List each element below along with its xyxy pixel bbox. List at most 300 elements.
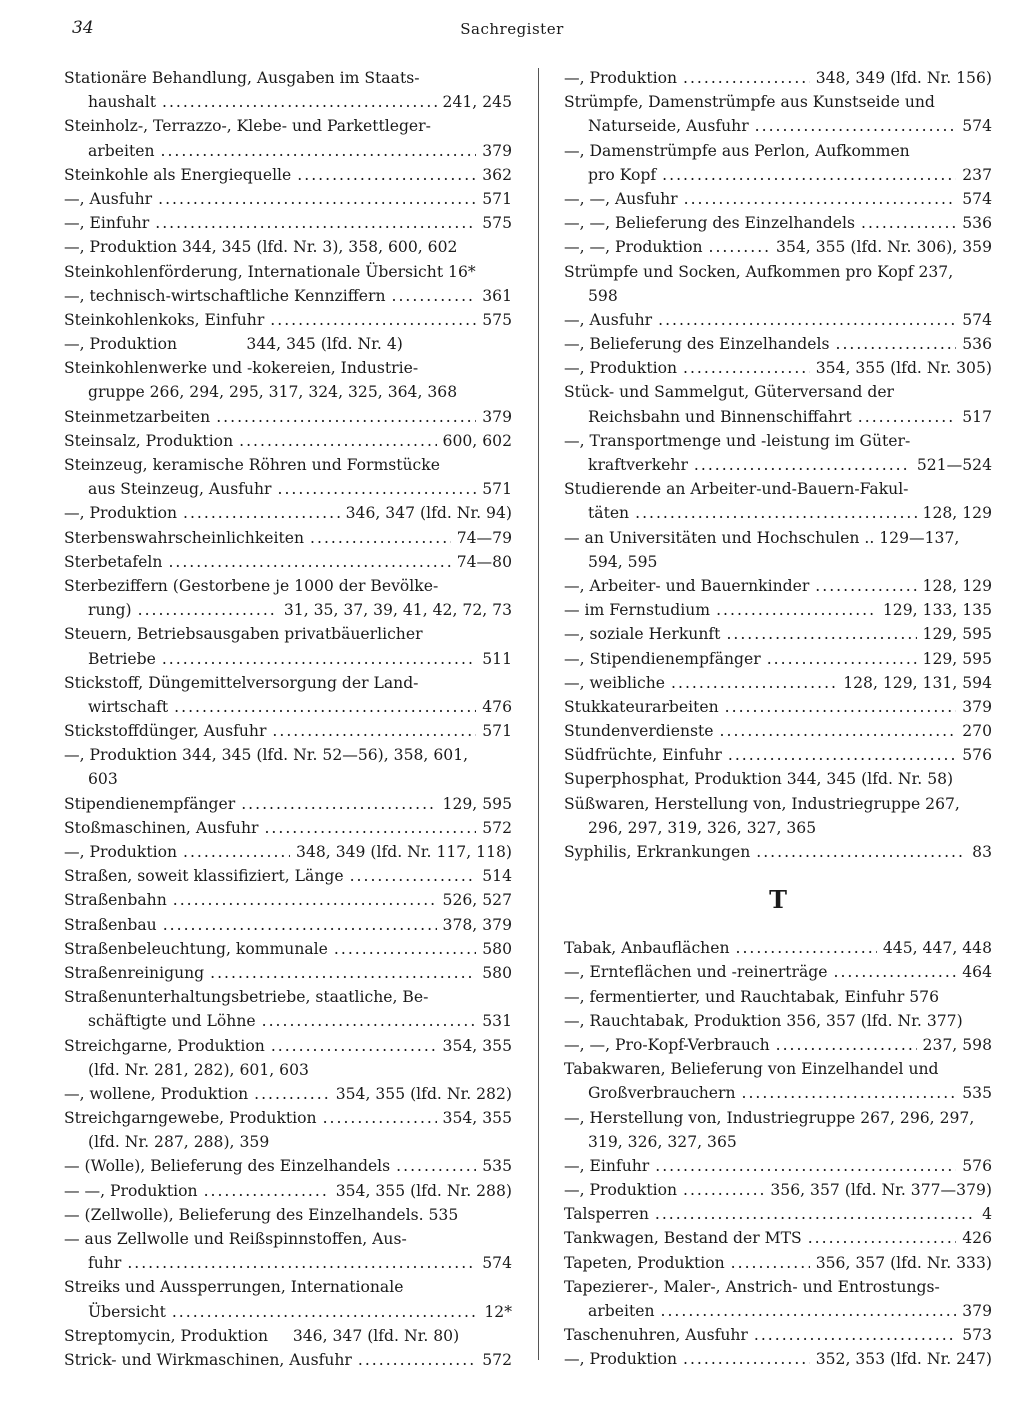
index-entry	[64, 888, 512, 912]
index-entry	[564, 66, 992, 90]
entry-page-ref: 575	[482, 310, 512, 329]
entry-page-ref: 354, 355 (lfd. Nr. 288)	[335, 1181, 512, 1200]
dot-leader	[808, 1226, 957, 1250]
dot-leader	[683, 66, 810, 90]
index-entry	[564, 743, 992, 767]
entry-term: —, Ernteflächen und -reinerträge	[564, 963, 828, 982]
entry-term: fuhr	[88, 1254, 122, 1273]
entry-page-ref: 354, 355	[442, 1036, 512, 1055]
index-entry	[564, 187, 992, 211]
dot-leader	[694, 453, 911, 477]
index-entry	[564, 405, 992, 429]
entry-page-ref: 74—80	[456, 552, 512, 571]
entry-term: schäftigte und Löhne	[88, 1012, 256, 1031]
entry-term: aus Steinzeug, Ausfuhr	[88, 480, 272, 499]
entry-term: —, technisch-wirtschaftliche Kennziffern	[64, 286, 386, 305]
entry-page-ref: 237	[962, 165, 992, 184]
index-entry-text: —, Herstellung von, Industriegruppe 267, 296, 297,	[564, 1108, 975, 1127]
entry-term: Stukkateurarbeiten	[564, 697, 719, 716]
entry-term: Naturseide, Ausfuhr	[588, 117, 749, 136]
dot-leader	[239, 429, 436, 453]
index-entry-text: Steinkohlenwerke und -kokereien, Industrie-	[64, 359, 419, 378]
index-entry	[564, 1178, 992, 1202]
index-entry	[64, 405, 512, 429]
entry-page-ref: 129, 595	[442, 794, 512, 813]
entry-term: —, Ausfuhr	[64, 189, 153, 208]
entry-term: —, Einfuhr	[564, 1156, 650, 1175]
entry-term: täten	[588, 504, 630, 523]
dot-leader	[168, 550, 450, 574]
entry-page-ref: 574	[962, 117, 992, 136]
index-entry	[564, 1226, 992, 1250]
index-entry	[564, 308, 992, 332]
dot-leader	[658, 308, 956, 332]
entry-term: rung)	[88, 601, 132, 620]
index-entry-text: Studierende an Arbeiter-und-Bauern-Fakul-	[564, 480, 909, 499]
index-entry	[64, 1348, 512, 1372]
entry-term: —, soziale Herkunft	[564, 625, 721, 644]
index-entry	[564, 1154, 992, 1178]
index-entry	[564, 840, 992, 864]
index-entry-text: —, Rauchtabak, Produktion 356, 357 (lfd. Nr. 377)	[564, 1011, 963, 1030]
entry-page-ref: 237, 598	[922, 1035, 992, 1054]
dot-leader	[683, 1178, 764, 1202]
entry-term: —, Produktion	[564, 359, 678, 378]
entry-term: Straßenbeleuchtung, kommunale	[64, 939, 328, 958]
index-entry	[564, 1299, 992, 1323]
index-entry-text: Tapezierer-, Maler-, Anstrich- und Entrostungs-	[564, 1277, 940, 1296]
index-entry	[64, 937, 512, 961]
dot-leader	[350, 864, 477, 888]
index-entry	[64, 961, 512, 985]
entry-page-ref: 129, 595	[922, 625, 992, 644]
index-entry-text: Straßenunterhaltungsbetriebe, staatliche, Be-	[64, 988, 429, 1007]
entry-page-ref: 576	[962, 746, 992, 765]
entry-term: —, Produktion	[64, 504, 178, 523]
entry-page-ref: 572	[482, 818, 512, 837]
entry-page-ref: 241, 245	[442, 93, 512, 112]
entry-page-ref: 574	[962, 189, 992, 208]
index-entry	[564, 1081, 992, 1105]
index-entry	[564, 235, 992, 259]
entry-term: —, wollene, Produktion	[64, 1084, 249, 1103]
dot-leader	[392, 284, 477, 308]
page-number: 34	[72, 18, 94, 38]
index-entry-text: 594, 595	[588, 552, 658, 571]
entry-term: Streichgarngewebe, Produktion	[64, 1109, 317, 1128]
index-entry	[64, 1300, 512, 1324]
entry-term: —, —, Ausfuhr	[564, 189, 678, 208]
entry-page-ref: 129, 133, 135	[882, 601, 992, 620]
index-entry	[564, 719, 992, 743]
entry-page-ref: 74—79	[456, 528, 512, 547]
index-entry	[64, 647, 512, 671]
dot-leader	[173, 888, 437, 912]
entry-page-ref: 535	[962, 1084, 992, 1103]
entry-page-ref: 128, 129	[922, 504, 992, 523]
entry-term: pro Kopf	[588, 165, 657, 184]
index-entry-text: (lfd. Nr. 281, 282), 601, 603	[88, 1060, 309, 1079]
entry-page-ref: 354, 355	[442, 1109, 512, 1128]
section-letter-heading: T	[769, 885, 787, 915]
dot-leader	[754, 1323, 956, 1347]
dot-leader	[163, 913, 437, 937]
entry-page-ref: 536	[962, 335, 992, 354]
entry-term: Steinkohle als Energiequelle	[64, 165, 292, 184]
entry-term: —, Stipendienempfänger	[564, 649, 761, 668]
index-entry	[564, 960, 992, 984]
dot-leader	[358, 1348, 476, 1372]
entry-term: Sterbetafeln	[64, 552, 163, 571]
dot-leader	[310, 526, 451, 550]
running-head: Sachregister	[460, 20, 564, 38]
index-entry	[64, 308, 512, 332]
entry-page-ref: 379	[962, 697, 992, 716]
index-entry	[564, 936, 992, 960]
entry-page-ref: 445, 447, 448	[882, 939, 992, 958]
entry-page-ref: 346, 347 (lfd. Nr. 94)	[345, 504, 512, 523]
entry-term: Straßenbahn	[64, 891, 167, 910]
index-entry	[64, 284, 512, 308]
dot-leader	[272, 719, 476, 743]
index-entry	[64, 550, 512, 574]
dot-leader	[742, 1081, 957, 1105]
index-entry-text: — an Universitäten und Hochschulen .. 129—137,	[564, 528, 960, 547]
entry-term: Tabak, Anbauflächen	[564, 939, 730, 958]
entry-term: Straßenbau	[64, 915, 157, 934]
dot-leader	[127, 1251, 476, 1275]
dot-leader	[655, 1154, 956, 1178]
entry-page-ref: 521—524	[916, 456, 992, 474]
entry-page-ref: 514	[482, 867, 512, 886]
dot-leader	[655, 1202, 976, 1226]
index-entry	[64, 501, 512, 525]
entry-term: haushalt	[88, 93, 156, 112]
index-entry-text: Steuern, Betriebsausgaben privatbäuerlicher	[64, 625, 423, 644]
dot-leader	[264, 816, 476, 840]
entry-term: —, —, Belieferung des Einzelhandels	[564, 214, 855, 233]
index-entry	[564, 1251, 992, 1275]
index-entry	[64, 1106, 512, 1130]
dot-leader	[158, 187, 476, 211]
entry-term: arbeiten	[88, 141, 155, 160]
column-divider	[538, 68, 539, 1360]
index-entry-text: Steinzeug, keramische Röhren und Formstücke	[64, 456, 440, 474]
index-entry	[64, 429, 512, 453]
index-entry	[564, 163, 992, 187]
entry-term: Stipendienempfänger	[64, 794, 236, 813]
dot-leader	[138, 598, 278, 622]
entry-page-ref: 572	[482, 1350, 512, 1369]
dot-leader	[736, 936, 877, 960]
dot-leader	[334, 937, 476, 961]
entry-page-ref: 348, 349 (lfd. Nr. 156)	[815, 69, 992, 87]
index-entry-text: 296, 297, 319, 326, 327, 365	[588, 818, 817, 837]
entry-term: —, Belieferung des Einzelhandels	[564, 335, 830, 354]
entry-page-ref: 600, 602	[442, 431, 512, 450]
dot-leader	[262, 1009, 477, 1033]
entry-page-ref: 531	[482, 1012, 512, 1031]
index-entry	[64, 1009, 512, 1033]
dot-leader	[684, 187, 957, 211]
index-entry	[64, 864, 512, 888]
dot-leader	[297, 163, 476, 187]
entry-page-ref: 354, 355 (lfd. Nr. 305)	[815, 359, 992, 378]
entry-page-ref: 575	[482, 214, 512, 233]
dot-leader	[172, 1300, 479, 1324]
index-entry-text: Streptomycin, Produktion 346, 347 (lfd. Nr. 80)	[64, 1326, 460, 1345]
entry-term: Steinkohlenkoks, Einfuhr	[64, 310, 265, 329]
index-entry	[64, 187, 512, 211]
entry-term: Sterbenswahrscheinlichkeiten	[64, 528, 305, 547]
entry-term: —, —, Pro-Kopf-Verbrauch	[564, 1035, 770, 1054]
index-entry	[564, 453, 992, 477]
index-entry-text: Strümpfe und Socken, Aufkommen pro Kopf 237,	[564, 262, 954, 281]
entry-term: —, Arbeiter- und Bauernkinder	[564, 576, 810, 595]
dot-leader	[683, 356, 810, 380]
entry-term: wirtschaft	[88, 697, 169, 716]
index-entry-text: Sterbeziffern (Gestorbene je 1000 der Bevölke-	[64, 576, 439, 595]
index-entry-text: Superphosphat, Produktion 344, 345 (lfd. Nr. 58)	[564, 770, 954, 789]
index-entry-text: Steinkohlenförderung, Internationale Übersicht 16*	[64, 262, 476, 281]
index-entry	[564, 1202, 992, 1226]
index-entry-text: —, Transportmenge und -leistung im Güter-	[564, 431, 911, 450]
index-entry	[64, 598, 512, 622]
index-entry-text: —, fermentierter, und Rauchtabak, Einfuhr 576	[564, 987, 939, 1006]
entry-term: Steinmetzarbeiten	[64, 407, 211, 426]
dot-leader	[183, 840, 290, 864]
entry-term: Stickstoffdünger, Ausfuhr	[64, 722, 267, 741]
index-entry	[64, 695, 512, 719]
entry-term: Streichgarne, Produktion	[64, 1036, 265, 1055]
entry-page-ref: 511	[482, 649, 512, 668]
index-entry	[64, 1154, 512, 1178]
dot-leader	[662, 163, 956, 187]
dot-leader	[725, 695, 957, 719]
entry-page-ref: 354, 355 (lfd. Nr. 306), 359	[776, 238, 992, 257]
dot-leader	[162, 90, 437, 114]
entry-page-ref: 378, 379	[442, 915, 512, 934]
index-entry	[64, 163, 512, 187]
entry-page-ref: 517	[962, 407, 992, 426]
dot-leader	[183, 501, 340, 525]
entry-term: — (Wolle), Belieferung des Einzelhandels	[64, 1157, 391, 1176]
dot-leader	[174, 695, 476, 719]
entry-page-ref: 464	[962, 963, 992, 982]
index-entry	[564, 114, 992, 138]
dot-leader	[270, 308, 476, 332]
index-entry-text: — (Zellwolle), Belieferung des Einzelhandels. 535	[64, 1205, 459, 1224]
entry-page-ref: 356, 357 (lfd. Nr. 377—379)	[770, 1181, 992, 1200]
index-entry-text: —, Produktion 344, 345 (lfd. Nr. 52—56), 358, 601,	[64, 746, 469, 765]
entry-term: —, —, Produktion	[564, 238, 703, 257]
dot-leader	[683, 1347, 810, 1371]
dot-leader	[835, 332, 956, 356]
index-entry-text: 603	[88, 770, 118, 789]
entry-page-ref: 526, 527	[442, 891, 512, 910]
index-entry	[564, 1033, 992, 1057]
index-entry-text: Streiks und Aussperrungen, Internationale	[64, 1278, 404, 1297]
index-entry	[564, 695, 992, 719]
entry-page-ref: 356, 357 (lfd. Nr. 333)	[815, 1253, 992, 1272]
dot-leader	[323, 1106, 437, 1130]
entry-term: Steinsalz, Produktion	[64, 431, 234, 450]
dot-leader	[671, 671, 837, 695]
dot-leader	[815, 574, 916, 598]
entry-page-ref: 129, 595	[922, 649, 992, 668]
entry-term: —, Produktion	[64, 843, 178, 861]
index-entry-text: Strümpfe, Damenstrümpfe aus Kunstseide und	[564, 93, 935, 112]
index-entry	[564, 647, 992, 671]
index-entry-text: gruppe 266, 294, 295, 317, 324, 325, 364, 368	[88, 383, 458, 402]
index-entry	[564, 332, 992, 356]
entry-page-ref: 128, 129, 131, 594	[843, 673, 992, 692]
dot-leader	[271, 1034, 437, 1058]
index-entry	[564, 211, 992, 235]
index-entry	[64, 1179, 512, 1203]
entry-page-ref: 580	[482, 939, 512, 958]
entry-page-ref: 571	[482, 189, 512, 208]
entry-term: Betriebe	[88, 649, 156, 668]
entry-term: Südfrüchte, Einfuhr	[564, 746, 722, 765]
index-entry-text: Stickstoff, Düngemittelversorgung der Land-	[64, 673, 419, 692]
index-entry	[64, 792, 512, 816]
entry-page-ref: 354, 355 (lfd. Nr. 282)	[335, 1084, 512, 1103]
entry-page-ref: 576	[962, 1156, 992, 1175]
index-entry-text: 319, 326, 327, 365	[588, 1132, 737, 1151]
entry-page-ref: 571	[482, 480, 512, 499]
entry-page-ref: 571	[482, 722, 512, 741]
dot-leader	[776, 1033, 917, 1057]
entry-page-ref: 573	[962, 1326, 992, 1345]
dot-leader	[216, 405, 476, 429]
entry-term: Talsperren	[564, 1205, 649, 1224]
index-entry	[64, 477, 512, 501]
index-entry	[64, 1251, 512, 1275]
index-entry-text: —, Damenstrümpfe aus Perlon, Aufkommen	[564, 141, 910, 160]
index-entry	[64, 840, 512, 864]
entry-term: Taschenuhren, Ausfuhr	[564, 1326, 748, 1345]
index-entry-text: 598	[588, 286, 618, 305]
entry-term: —, Produktion	[564, 1350, 678, 1369]
entry-term: Tapeten, Produktion	[564, 1253, 725, 1272]
index-entry-text: Steinholz-, Terrazzo-, Klebe- und Parkettleger-	[64, 117, 431, 136]
index-entry-text: —, Produktion 344, 345 (lfd. Nr. 4)	[64, 335, 403, 354]
dot-leader	[210, 961, 476, 985]
dot-leader	[661, 1299, 957, 1323]
entry-term: kraftverkehr	[588, 456, 688, 474]
index-entry	[64, 816, 512, 840]
index-entry	[564, 598, 992, 622]
index-entry-text: (lfd. Nr. 287, 288), 359	[88, 1133, 270, 1152]
entry-term: Stundenverdienste	[564, 722, 714, 741]
dot-leader	[755, 114, 957, 138]
entry-term: —, Ausfuhr	[564, 310, 653, 329]
dot-leader	[858, 405, 956, 429]
entry-page-ref: 476	[482, 697, 512, 716]
dot-leader	[396, 1154, 476, 1178]
entry-page-ref: 379	[482, 141, 512, 160]
entry-term: — —, Produktion	[64, 1181, 198, 1200]
dot-leader	[155, 211, 476, 235]
entry-page-ref: 574	[962, 310, 992, 329]
index-entry	[564, 1323, 992, 1347]
entry-term: Großverbrauchern	[588, 1084, 736, 1103]
entry-page-ref: 379	[482, 407, 512, 426]
dot-leader	[241, 792, 436, 816]
dot-leader	[728, 743, 956, 767]
dot-leader	[162, 647, 476, 671]
index-entry	[64, 913, 512, 937]
dot-leader	[161, 139, 477, 163]
entry-term: —, Einfuhr	[64, 214, 150, 233]
entry-term: Straßenreinigung	[64, 963, 205, 982]
dot-leader	[716, 598, 877, 622]
entry-term: Reichsbahn und Binnenschiffahrt	[588, 407, 852, 426]
index-entry-text: Stück- und Sammelgut, Güterversand der	[564, 383, 895, 402]
entry-page-ref: 379	[962, 1302, 992, 1320]
entry-page-ref: 361	[482, 286, 512, 305]
index-entry	[564, 501, 992, 525]
entry-term: —, Produktion	[564, 69, 678, 87]
index-entry-text: Tabakwaren, Belieferung von Einzelhandel und	[564, 1060, 939, 1079]
entry-term: Stoßmaschinen, Ausfuhr	[64, 818, 259, 837]
entry-term: — im Fernstudium	[564, 601, 711, 620]
index-column-left	[64, 66, 512, 1372]
entry-page-ref: 270	[962, 722, 992, 741]
entry-page-ref: 362	[482, 165, 512, 184]
index-entry	[64, 139, 512, 163]
dot-leader	[720, 719, 957, 743]
entry-term: Syphilis, Erkrankungen	[564, 843, 751, 861]
dot-leader	[635, 501, 916, 525]
entry-page-ref: 12*	[484, 1302, 512, 1321]
dot-leader	[756, 840, 966, 864]
entry-term: Übersicht	[88, 1302, 166, 1321]
entry-page-ref: 580	[482, 963, 512, 982]
index-entry-text: —, Produktion 344, 345 (lfd. Nr. 3), 358, 600, 602	[64, 238, 458, 257]
entry-term: arbeiten	[588, 1302, 655, 1320]
index-entry	[64, 719, 512, 743]
dot-leader	[834, 960, 957, 984]
index-entry-text: Stationäre Behandlung, Ausgaben im Staats-	[64, 69, 420, 87]
dot-leader	[726, 622, 916, 646]
index-entry-text: Süßwaren, Herstellung von, Industriegruppe 267,	[564, 794, 960, 813]
index-entry	[64, 526, 512, 550]
dot-leader	[731, 1251, 810, 1275]
dot-leader	[861, 211, 956, 235]
entry-page-ref: 4	[982, 1205, 992, 1224]
entry-page-ref: 31, 35, 37, 39, 41, 42, 72, 73	[283, 601, 512, 620]
entry-page-ref: 536	[962, 214, 992, 233]
entry-term: Straßen, soweit klassifiziert, Länge	[64, 867, 344, 886]
dot-leader	[278, 477, 477, 501]
dot-leader	[767, 647, 917, 671]
dot-leader	[254, 1082, 330, 1106]
entry-page-ref: 574	[482, 1254, 512, 1273]
entry-page-ref: 128, 129	[922, 576, 992, 595]
index-entry	[564, 574, 992, 598]
entry-page-ref: 426	[962, 1229, 992, 1248]
index-entry	[64, 1034, 512, 1058]
index-entry	[64, 1082, 512, 1106]
index-entry	[564, 671, 992, 695]
entry-page-ref: 348, 349 (lfd. Nr. 117, 118)	[296, 843, 512, 861]
entry-term: Strick- und Wirkmaschinen, Ausfuhr	[64, 1350, 352, 1369]
entry-page-ref: 352, 353 (lfd. Nr. 247)	[815, 1350, 992, 1369]
entry-term: —, weibliche	[564, 673, 666, 692]
dot-leader	[709, 235, 771, 259]
